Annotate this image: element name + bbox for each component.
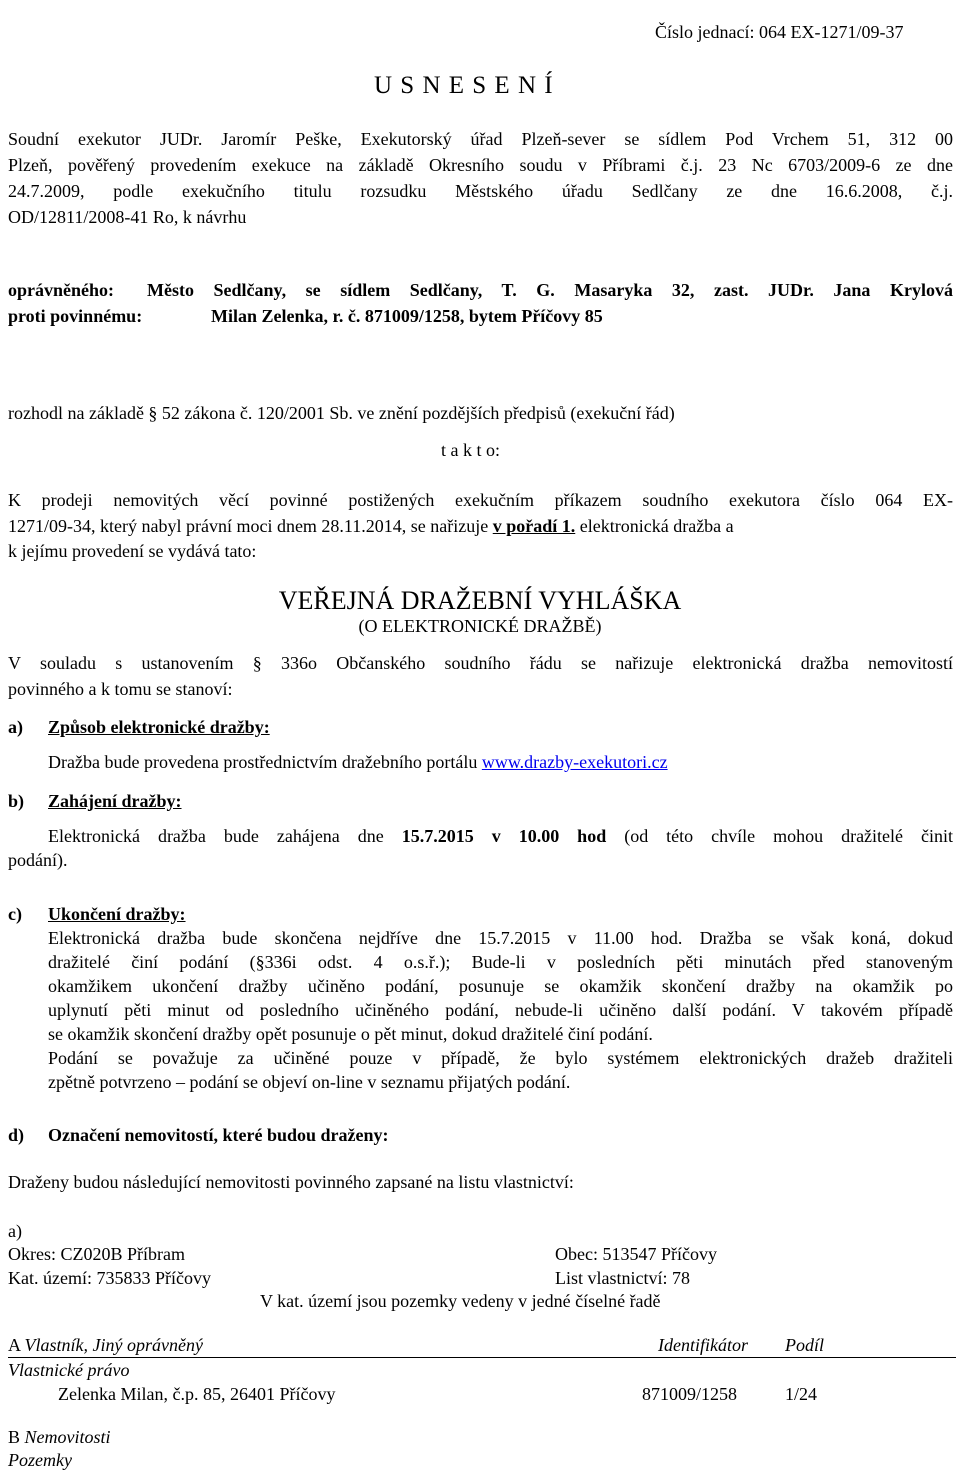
property-okres: Okres: CZ020B Příbram	[8, 1244, 185, 1264]
section-d-intro: Draženy budou následující nemovitosti povinného zapsané na listu vlastnictví:	[8, 1172, 574, 1192]
notice-line-1: V souladu s ustanovením § 336o Občanského soudního řádu se nařizuje elektronická dražba nemovitostí	[8, 653, 953, 673]
debtor-label: proti povinnému:	[8, 306, 143, 326]
vlastnicke-pravo: Vlastnické právo	[8, 1360, 130, 1380]
debtor-value: Milan Zelenka, r. č. 871009/1258, bytem Příčovy 85	[211, 306, 603, 326]
portal-link[interactable]: www.drazby-exekutori.cz	[481, 752, 668, 772]
pozemky-label: Pozemky	[8, 1450, 72, 1470]
table-b-header	[8, 1426, 111, 1448]
col-podil: Podíl	[785, 1335, 824, 1355]
start-text-2: (od této chvíle mohou dražitelé činit	[606, 826, 953, 846]
decision-line-3: k jejímu provedení se vydává tato:	[8, 541, 257, 561]
section-c-line-4: uplynutí pěti minut od posledního učiněného podání, nebude-li učiněno další podání. V takovém případě	[48, 1000, 953, 1020]
creditor-value: Město Sedlčany, se sídlem Sedlčany, T. G. Masaryka 32, zast. JUDr. Jana Krylová	[147, 280, 953, 300]
section-a-text	[48, 751, 668, 773]
section-c-line-1: Elektronická dražba bude skončena nejdříve dne 15.7.2015 v 11.00 hod. Dražba se však koná, dokud	[48, 928, 953, 948]
col-identifikator: Identifikátor	[658, 1335, 748, 1355]
property-lv: List vlastnictví: 78	[555, 1268, 690, 1288]
case-number: Číslo jednací: 064 EX-1271/09-37	[655, 22, 904, 42]
property-kat-uzemi: Kat. území: 735833 Příčovy	[8, 1268, 211, 1288]
table-a-label: Vlastník, Jiný oprávněný	[24, 1335, 203, 1355]
section-c-line-2: dražitelé činí podání (§336i odst. 4 o.s.ř.); Bude-li v posledních pěti minutách před stanoveným	[48, 952, 953, 972]
section-b-line-2: podání).	[8, 850, 68, 870]
table-a-letter: A	[8, 1335, 21, 1355]
intro-line-3: 24.7.2009, podle exekučního titulu rozsudku Městského úřadu Sedlčany ze dne 16.6.2008, č.j.	[8, 181, 953, 201]
takto: t a k t o:	[441, 440, 500, 460]
section-d-heading: Označení nemovitostí, které budou draženy:	[48, 1125, 389, 1145]
order-emphasis: v pořadí 1.	[492, 516, 576, 536]
table-a-header	[8, 1334, 203, 1356]
notice-subtitle: (O ELEKTRONICKÉ DRAŽBĚ)	[358, 616, 602, 636]
owner-id: 871009/1258	[642, 1384, 738, 1404]
intro-line-2: Plzeň, pověřený provedením exekuce na základě Okresního soudu v Příbrami č.j. 23 Nc 6703/2009-6 ze dne	[8, 155, 953, 175]
section-a-heading: Způsob elektronické dražby:	[48, 717, 270, 737]
section-b-line-1	[48, 825, 953, 847]
section-a-marker: a)	[8, 717, 23, 737]
section-c-marker: c)	[8, 904, 22, 924]
section-d-marker: d)	[8, 1125, 25, 1145]
section-c-line-3: okamžikem ukončení dražby učiněno podání, posunuje se okamžik skončení dražby na okamžik po	[48, 976, 953, 996]
property-obec: Obec: 513547 Příčovy	[555, 1244, 717, 1264]
property-marker: a)	[8, 1221, 22, 1241]
table-a-divider	[8, 1357, 956, 1358]
decision-line-2a: 1271/09-34, který nabyl právní moci dnem 28.11.2014, se nařizuje	[8, 516, 493, 536]
creditor-line	[8, 279, 114, 301]
section-c-heading: Ukončení dražby:	[48, 904, 186, 924]
owner-name: Zelenka Milan, č.p. 85, 26401 Příčovy	[58, 1384, 336, 1404]
section-c-line-7: zpětně potvrzeno – podání se objeví on-line v seznamu přijatých podání.	[48, 1072, 571, 1092]
section-b-marker: b)	[8, 791, 25, 811]
notice-line-2: povinného a k tomu se stanoví:	[8, 679, 233, 699]
decision-basis: rozhodl na základě § 52 zákona č. 120/2001 Sb. ve znění pozdějších předpisů (exekuční řád)	[8, 403, 675, 423]
notice-title: VEŘEJNÁ DRAŽEBNÍ VYHLÁŠKA	[278, 586, 682, 615]
section-c-line-6: Podání se považuje za učiněné pouze v případě, že bylo systémem elektronických dražeb dražiteli	[48, 1048, 953, 1068]
document-title: U S N E S E N Í	[374, 72, 554, 99]
section-c-line-5: se okamžik skončení dražby opět posunuje o pět minut, dokud dražitelé činí podání.	[48, 1024, 653, 1044]
decision-line-2c: elektronická dražba a	[575, 516, 734, 536]
start-date: 15.7.2015 v 10.00 hod	[401, 826, 607, 846]
portal-text: Dražba bude provedena prostřednictvím dražebního portálu	[48, 752, 482, 772]
creditor-label: oprávněného:	[8, 280, 115, 300]
property-note: V kat. území jsou pozemky vedeny v jedné číselné řadě	[260, 1291, 661, 1311]
table-b-letter: B	[8, 1427, 21, 1447]
decision-line-2	[8, 515, 734, 537]
intro-line-1: Soudní exekutor JUDr. Jaromír Peške, Exekutorský úřad Plzeň-sever se sídlem Pod Vrchem 51, 312 00	[8, 129, 953, 149]
owner-share: 1/24	[785, 1384, 818, 1404]
decision-line-1: K prodeji nemovitých věcí povinné postižených exekučním příkazem soudního exekutora číslo 064 EX-	[8, 490, 953, 510]
intro-line-4: OD/12811/2008-41 Ro, k návrhu	[8, 207, 247, 227]
table-b-label: Nemovitosti	[24, 1427, 111, 1447]
section-b-heading: Zahájení dražby:	[48, 791, 182, 811]
start-text: Elektronická dražba bude zahájena dne	[48, 826, 402, 846]
